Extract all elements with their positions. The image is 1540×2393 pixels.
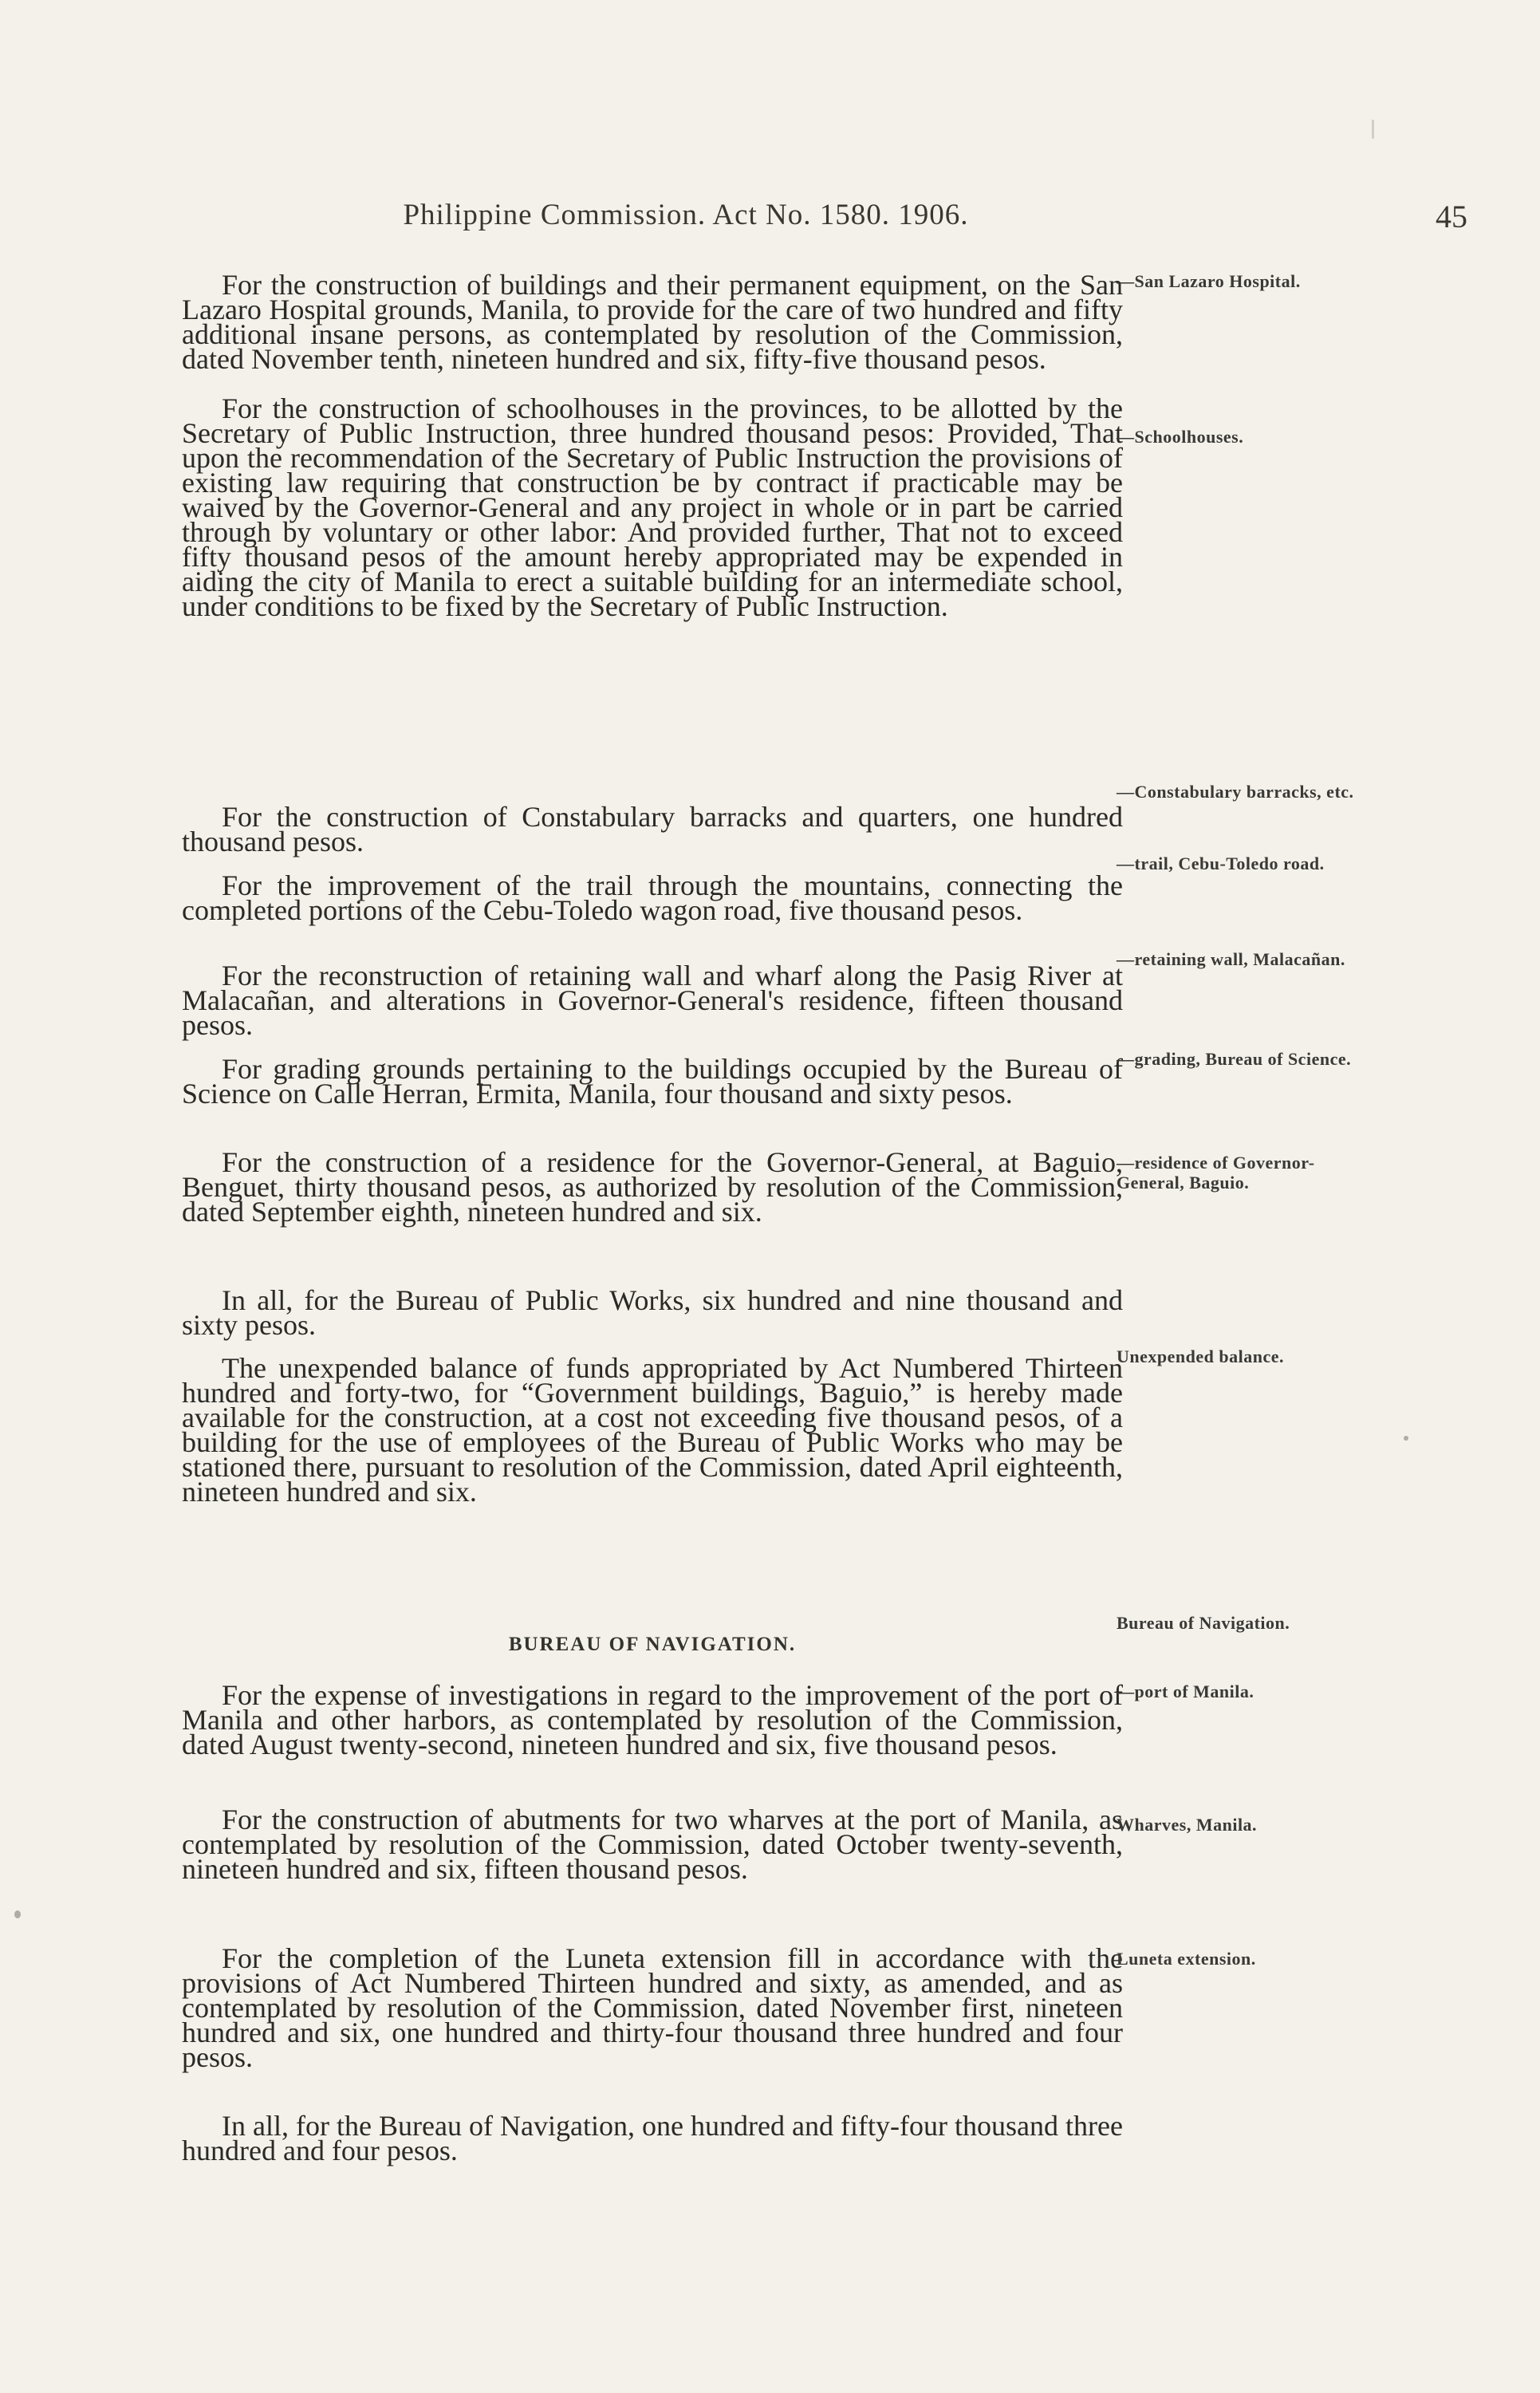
- side-note: —Constabulary barracks, etc.: [1117, 782, 1354, 802]
- paragraph: In all, for the Bureau of Public Works, six hundred and nine thousand and sixty pesos.: [182, 1284, 1123, 1341]
- paper-speck: [1404, 1436, 1408, 1441]
- paragraph: For the construction of abutments for two wharves at the port of Manila, as contemplated by resolution of the Commission, dated October twenty-seventh, nineteen hundred and six, fifteen thousand pesos.: [182, 1804, 1123, 1885]
- paragraph: For the completion of the Luneta extension fill in accordance with the provisions of Act Numbered Thirteen hundred and sixty, as amended, and as contemplated by resolution of the Commission, dated November first, nineteen hundred and six, one hundred and thirty-four thousand three hundred and four pesos.: [182, 1942, 1123, 2073]
- paragraph-constabulary: [182, 801, 1123, 857]
- side-note: Bureau of Navigation.: [1117, 1613, 1290, 1633]
- paragraph: For the construction of schoolhouses in the provinces, to be allotted by the Secretary of Public Instruction, three hundred thousand pesos: Provided, That upon the recommendation of the Secretary of Public Instruction the provisions of existing law requiring that construction be by contract if practicable may be waived by the Governor-General and any project in whole or in part be carried through by voluntary or other labor: And provided further, That not to exceed fifty thousand pesos of the amount hereby appropriated may be expended in aiding the city of Manila to erect a suitable building for an intermediate school, under conditions to be fixed by the Secretary of Public Instruction.: [182, 392, 1123, 622]
- running-head: Philippine Commission. Act No. 1580. 1906.: [403, 199, 969, 231]
- side-note: —trail, Cebu-Toledo road.: [1117, 854, 1325, 873]
- section-title: BUREAU OF NAVIGATION.: [508, 1634, 797, 1655]
- paragraph: For the construction of buildings and their permanent equipment, on the San Lazaro Hospital grounds, Manila, to provide for the care of two hundred and fifty additional insane persons, as contemplated by resolution of the Commission, dated November tenth, nineteen hundred and six, fifty-five thousand pesos.: [182, 269, 1123, 375]
- side-note: Wharves, Manila.: [1117, 1815, 1258, 1835]
- paragraph: For the reconstruction of retaining wall and wharf along the Pasig River at Malacañan, and alterations in Governor-General's residence, fifteen thousand pesos.: [182, 960, 1123, 1041]
- paper-speck: [1372, 120, 1374, 139]
- side-note: Luneta extension.: [1117, 1949, 1256, 1969]
- page-number: 45: [1436, 199, 1467, 235]
- side-note: —residence of Governor-General, Baguio.: [1117, 1153, 1315, 1193]
- paragraph-trail: [182, 869, 1123, 926]
- paragraph: For the improvement of the trail through the mountains, connecting the completed portions of the Cebu-Toledo wagon road, five thousand pesos.: [182, 869, 1123, 926]
- paragraph-abutments: [182, 1804, 1123, 1885]
- paragraph-residence: [182, 1146, 1123, 1228]
- side-note: Unexpended balance.: [1117, 1346, 1284, 1366]
- paragraph-port-investigations: [182, 1679, 1123, 1760]
- side-note: —grading, Bureau of Science.: [1117, 1049, 1352, 1069]
- paragraph: In all, for the Bureau of Navigation, one hundred and fifty-four thousand three hundred and four pesos.: [182, 2110, 1123, 2166]
- paragraph-retaining-wall: [182, 960, 1123, 1041]
- paragraph-grading: [182, 1053, 1123, 1110]
- paragraph-unexpended-balance: [182, 1352, 1123, 1508]
- paper-speck: [14, 1910, 21, 1918]
- page-header: [160, 198, 1467, 246]
- paragraph-schoolhouses: [182, 392, 1123, 622]
- paragraph-total-public-works: [182, 1284, 1123, 1341]
- side-note: —San Lazaro Hospital.: [1117, 271, 1301, 291]
- paragraph-total-navigation: [182, 2110, 1123, 2166]
- paragraph: For the expense of investigations in regard to the improvement of the port of Manila and other harbors, as contemplated by resolution of the Commission, dated August twenty-second, nineteen hundred and six, five thousand pesos.: [182, 1679, 1123, 1760]
- paragraph: The unexpended balance of funds appropriated by Act Numbered Thirteen hundred and forty-two, for “Government buildings, Baguio,” is hereby made available for the construction, at a cost not exceeding five thousand pesos, of a building for the use of employees of the Bureau of Public Works who may be stationed there, pursuant to resolution of the Commission, dated April eighteenth, nineteen hundred and six.: [182, 1352, 1123, 1508]
- side-note: —Schoolhouses.: [1117, 427, 1244, 447]
- paragraph: For the construction of Constabulary barracks and quarters, one hundred thousand pesos.: [182, 801, 1123, 857]
- paragraph-san-lazaro: [182, 269, 1123, 375]
- paragraph: For the construction of a residence for the Governor-General, at Baguio, Benguet, thirty thousand pesos, as authorized by resolution of the Commission, dated September eighth, nineteen hundred and six.: [182, 1146, 1123, 1228]
- paragraph-luneta: [182, 1942, 1123, 2073]
- side-note: —retaining wall, Malacañan.: [1117, 949, 1345, 969]
- side-note: —port of Manila.: [1117, 1681, 1254, 1701]
- paragraph: For grading grounds pertaining to the buildings occupied by the Bureau of Science on Calle Herran, Ermita, Manila, four thousand and sixty pesos.: [182, 1053, 1123, 1110]
